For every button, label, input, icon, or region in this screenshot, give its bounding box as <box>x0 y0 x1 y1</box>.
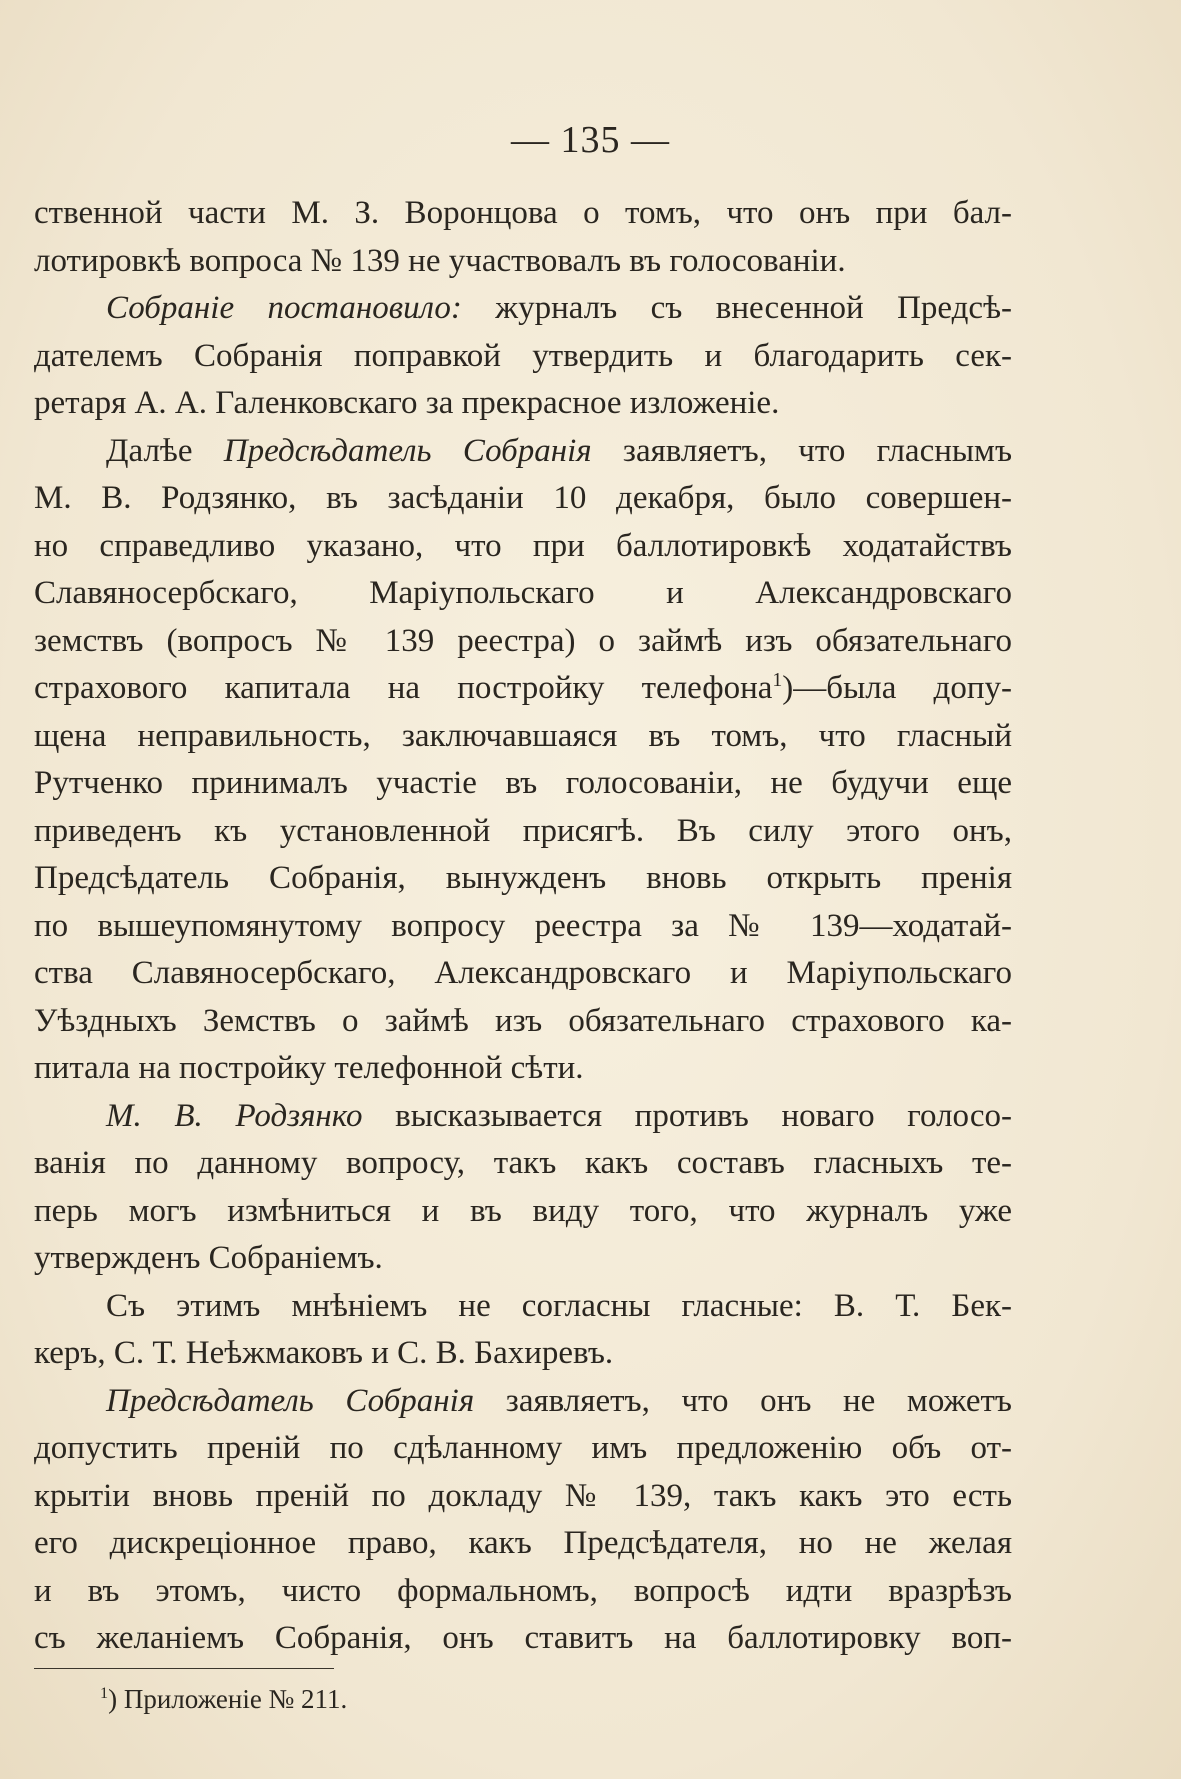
line-text: и въ этомъ, чисто формальномъ, вопросѣ идти вразрѣзъ <box>34 1572 1012 1609</box>
emphasis-text: Предсѣдатель Собранія <box>223 432 592 469</box>
line-text: съ желаніемъ Собранія, онъ ставитъ на баллотировку воп- <box>34 1620 1012 1656</box>
text-line <box>34 950 1012 998</box>
line-text: керъ, С. Т. Неѣжмаковъ и С. В. Бахиревъ. <box>34 1335 614 1371</box>
text-line <box>34 713 1012 761</box>
line-text: утвержденъ Собраніемъ. <box>34 1240 383 1276</box>
text-line <box>34 998 1012 1046</box>
line-text: журналъ съ внесенной Предсѣ- <box>461 290 1012 326</box>
line-text: дателемъ Собранія поправкой утвердить и благодарить сек- <box>34 337 1012 374</box>
page-number: — 135 — <box>511 119 670 161</box>
line-text: Уѣздныхъ Земствъ о займѣ изъ обязательнаго страхового ка- <box>34 1002 1012 1039</box>
line-text: Съ этимъ мнѣніемъ не согласны гласные: В. Т. Бек- <box>106 1287 1012 1324</box>
text-line <box>34 903 1012 951</box>
text-line <box>34 1093 1012 1141</box>
line-text: приведенъ къ установленной присягѣ. Въ силу этого онъ, <box>34 812 1012 849</box>
line-text: крытіи вновь преній по докладу № 139, такъ какъ это есть <box>34 1477 1012 1514</box>
text-line <box>34 475 1012 523</box>
text-line <box>34 1330 1012 1378</box>
line-text: Рутченко принималъ участіе въ голосованіи, не будучи еще <box>34 765 1012 801</box>
line-text: высказывается противъ новаго голосо- <box>362 1097 1012 1134</box>
line-text: перь могъ измѣниться и въ виду того, что журналъ уже <box>34 1192 1012 1229</box>
emphasis-text: Предсѣдатель Собранія <box>106 1382 475 1419</box>
line-text: его дискреціонное право, какъ Предсѣдателя, но не желая <box>34 1525 1012 1561</box>
text-line <box>34 190 1012 238</box>
text-line <box>34 1425 1012 1473</box>
line-text: ретаря А. А. Галенковскаго за прекрасное изложеніе. <box>34 385 780 421</box>
line-text: заявляетъ, что онъ не можетъ <box>474 1382 1012 1419</box>
emphasis-text: М. В. Родзянко <box>106 1097 363 1134</box>
text-line <box>34 1520 1012 1568</box>
text-line <box>34 760 1012 808</box>
line-text: Славяносербскаго, Маріупольскаго и Александровскаго <box>34 575 1012 611</box>
text-line <box>34 333 1012 381</box>
footnote <box>100 1682 347 1716</box>
text-line <box>34 1045 1012 1093</box>
text-line <box>34 380 1012 428</box>
text-line <box>34 238 1012 286</box>
line-text: М. В. Родзянко, въ засѣданіи 10 декабря, было совершен- <box>34 480 1012 516</box>
line-text: лотировкѣ вопроса № 139 не участвовалъ въ голосованіи. <box>34 242 846 279</box>
line-text: ства Славяносербскаго, Александровскаго и Маріупольскаго <box>34 955 1012 991</box>
text-line <box>34 523 1012 571</box>
body-text <box>34 190 1012 1663</box>
text-line <box>34 618 1012 666</box>
line-text: питала на постройку телефонной сѣти. <box>34 1050 584 1086</box>
line-text: Предсѣдатель Собранія, вынужденъ вновь открыть пренія <box>34 860 1012 896</box>
line-text: ственной части М. З. Воронцова о томъ, что онъ при бал- <box>34 195 1012 231</box>
line-text: земствъ (вопросъ № 139 реестра) о займѣ изъ обязательнаго <box>34 622 1012 659</box>
line-text: но справедливо указано, что при баллотировкѣ ходатайствъ <box>34 527 1012 564</box>
footnote-marker: 1 <box>100 1684 109 1702</box>
text-line <box>34 1283 1012 1331</box>
text-line <box>34 855 1012 903</box>
line-text: ванія по данному вопросу, такъ какъ составъ гласныхъ те- <box>34 1145 1012 1181</box>
footnote-ref: 1 <box>772 669 783 691</box>
line-text: заявляетъ, что гласнымъ <box>591 432 1012 469</box>
text-line <box>34 1473 1012 1521</box>
text-line <box>34 285 1012 333</box>
text-line <box>34 808 1012 856</box>
footnote-rule <box>34 1668 334 1669</box>
text-line <box>34 428 1012 476</box>
line-text: по вышеупомянутому вопросу реестра за № 139—ходатай- <box>34 907 1012 944</box>
text-line <box>34 1140 1012 1188</box>
line-text: допустить преній по сдѣланному имъ предложенію объ от- <box>34 1430 1012 1466</box>
text-line <box>34 665 1012 713</box>
line-text: Далѣе <box>106 432 224 469</box>
text-line <box>34 1378 1012 1426</box>
text-line <box>34 1235 1012 1283</box>
line-text: )—была допу- <box>782 670 1012 706</box>
footnote-text: ) Приложеніе № 211. <box>108 1684 348 1714</box>
line-text: щена неправильность, заключавшаяся въ томъ, что гласный <box>34 717 1012 754</box>
text-line <box>34 1568 1012 1616</box>
text-line <box>34 570 1012 618</box>
text-line <box>34 1188 1012 1236</box>
line-text: страхового капитала на постройку телефона <box>34 670 773 706</box>
text-line <box>34 1615 1012 1663</box>
emphasis-text: Собраніе постановило: <box>106 290 462 326</box>
